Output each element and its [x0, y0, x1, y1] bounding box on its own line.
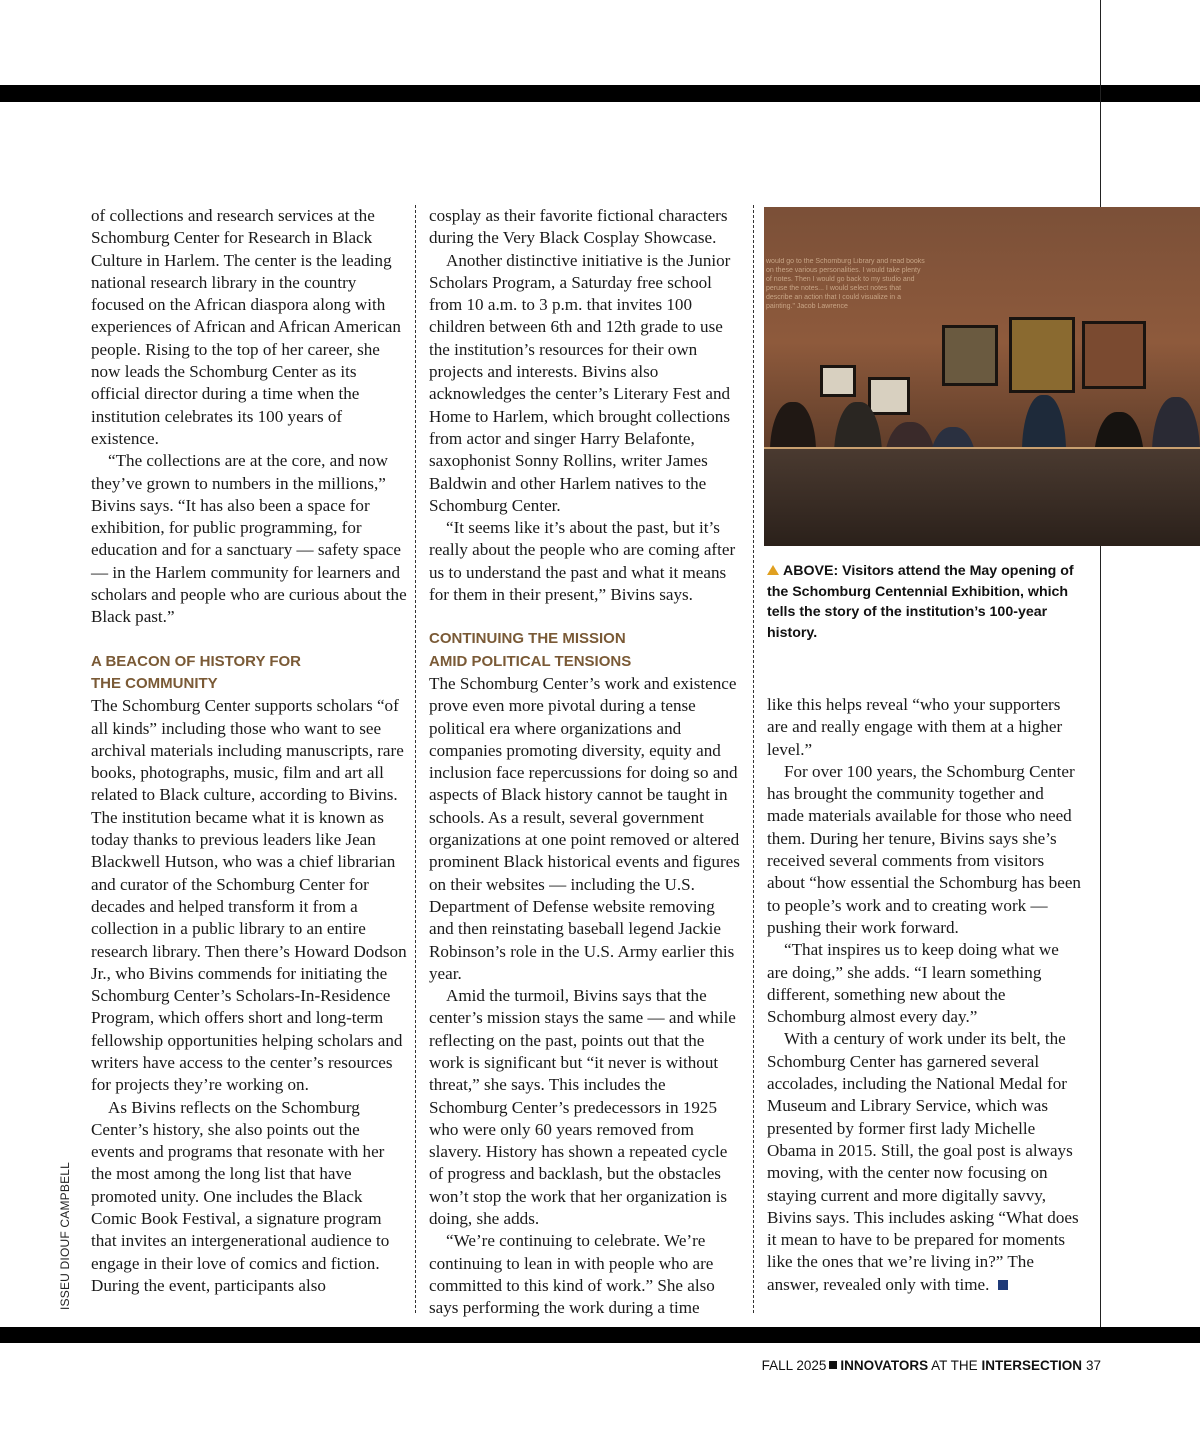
column-1 [91, 205, 407, 1297]
paragraph: Amid the turmoil, Bivins says that the center’s mission stays the same — and while reflecting on the past, points out that the work is significant but “it never is without threat,” she says. This includes the Schomburg Center’s predecessors in 1925 who were only 60 years removed from slavery. History has shown a repeated cycle of progress and backlash, but the obstacles won’t stop the work that her organization is doing, she adds. [429, 986, 736, 1229]
paragraph: For over 100 years, the Schomburg Center has brought the community together and made materials available for those who need them. During her tenure, Bivins says she’s received several comments from visitors about “how essential the Schomburg has been to people’s work and to creating work — pushing their work forward. [767, 761, 1081, 937]
photo-caption [767, 561, 1077, 643]
bottom-rule [0, 1327, 1200, 1343]
column-2 [429, 205, 742, 1320]
photo-wall-quote: would go to the Schomburg Library and read books on these various personalities. I would take plenty of notes. Then I would go back to my studio and peruse the notes... I would select notes that describe an action that I could visualize in a painting." Jacob Lawrence [766, 258, 925, 310]
page-footer [762, 1358, 1101, 1373]
photo-credit: ISSEU DIOUF CAMPBELL [58, 1161, 72, 1310]
painting-frame [1009, 317, 1075, 393]
publication-title-part: INNOVATORS [840, 1358, 929, 1373]
section-subhead [91, 651, 407, 696]
column-divider [753, 205, 754, 1313]
separator-square-icon [829, 1361, 837, 1369]
column-3 [767, 694, 1083, 1296]
publication-title-part: INTERSECTION [981, 1358, 1082, 1373]
paragraph: like this helps reveal “who your supporters are and really engage with them at a higher level.” [767, 695, 1063, 759]
display-case [764, 447, 1200, 546]
painting-frame [1082, 321, 1146, 389]
paragraph-text: With a century of work under its belt, the Schomburg Center has garnered several accolades, including the National Medal for Museum and Library Service, which was presented by former first lady Michelle Obama in 2015. Still, the goal post is always moving, with the center now focusing on staying current and more digitally savvy, Bivins says. This includes asking “What does it mean to have to be prepared for moments like the ones that we’re living in?” The answer, revealed only with time. [767, 1029, 1079, 1294]
paragraph: The Schomburg Center’s work and existence prove even more pivotal during a tense political era where organizations and companies promoting diversity, equity and inclusion face repercussions for doing so and aspects of Black history cannot be taught in schools. As a result, several government organizations at one point removed or altered prominent Black historical events and figures on their websites — including the U.S. Department of Defense website removing and then reinstating baseball legend Jackie Robinson’s role in the U.S. Army earlier this year. [429, 673, 740, 983]
top-rule [0, 85, 1200, 102]
exhibition-photo [764, 207, 1200, 546]
photo-frame [868, 377, 910, 415]
triangle-icon [767, 565, 779, 575]
subhead-line: CONTINUING THE MISSION [429, 630, 626, 648]
paragraph: The Schomburg Center supports scholars “of all kinds” including those who want to see archival materials including manuscripts, rare books, photographs, music, film and art all related to Black culture, according to Bivins. The institution became what it is known as today thanks to previous leaders like Jean Blackwell Hutson, who was a chief librarian and curator of the Schomburg Center for decades and helped transform it from a collection in a public library to an entire research library. Then there’s Howard Dodson Jr., who Bivins commends for initiating the Schomburg Center’s Scholars-In-Residence Program, which offers short and long-term fellowship opportunities helping scholars and writers have access to the center’s resources for projects they’re working on. [91, 696, 407, 1095]
paragraph: of collections and research services at the Schomburg Center for Research in Black Culture in Harlem. The center is the leading national research library in the country focused on the African diaspora along with experiences of African and African American people. Rising to the top of her career, she now leads the Schomburg Center as its official director during a time when the institution celebrates its 100 years of existence. [91, 206, 401, 448]
paragraph [767, 1028, 1083, 1296]
paragraph: “It seems like it’s about the past, but it’s really about the people who are coming after us to understand the past and what it means for them in their present,” Bivins says. [429, 518, 736, 605]
paragraph: “We’re continuing to celebrate. We’re continuing to lean in with people who are committed to this kind of work.” She also says performing the work during a time [429, 1231, 715, 1318]
issue-season: FALL 2025 [761, 1358, 827, 1373]
right-margin-line [1100, 0, 1101, 1327]
paragraph: Another distinctive initiative is the Junior Scholars Program, a Saturday free school from 10 a.m. to 3 p.m. that invites 100 children between 6th and 12th grade to use the institution’s resources for their own projects and interests. Bivins also acknowledges the center’s Literary Fest and Home to Harlem, which brought collections from actor and singer Harry Belafonte, saxophonist Sonny Rollins, writer James Baldwin and other Harlem natives to the Schomburg Center. [429, 250, 731, 515]
paragraph: cosplay as their favorite fictional characters during the Very Black Cosplay Showcase. [429, 206, 728, 248]
subhead-line: THE COMMUNITY [91, 674, 218, 692]
subhead-line: A BEACON OF HISTORY FOR [91, 652, 302, 670]
paragraph: “That inspires us to keep doing what we are doing,” she adds. “I learn something different, something new about the Schomburg almost every day.” [767, 940, 1059, 1027]
page-number: 37 [1085, 1358, 1101, 1373]
column-divider [415, 205, 416, 1313]
publication-title-part: AT THE [931, 1358, 978, 1373]
painting-frame [942, 325, 998, 386]
caption-text: ABOVE: Visitors attend the May opening of the Schomburg Centennial Exhibition, which tells the story of the institution’s 100-year history. [767, 563, 1074, 641]
paragraph: As Bivins reflects on the Schomburg Center’s history, she also points out the events and programs that resonate with her the most among the long list that have promoted unity. One includes the Black Comic Book Festival, a signature program that invites an intergenerational audience to engage in their love of comics and fiction. During the event, participants also [91, 1097, 390, 1295]
photo-frame [820, 365, 856, 397]
section-subhead [429, 628, 742, 673]
paragraph: “The collections are at the core, and now they’ve grown to numbers in the millions,” Bivins says. “It has also been a space for exhibition, for public programming, for education and for a sanctuary — safety space — in the Harlem community for learners and scholars and people who are curious about the Black past.” [91, 451, 407, 627]
subhead-line: AMID POLITICAL TENSIONS [429, 652, 632, 670]
end-mark-icon [998, 1280, 1008, 1290]
